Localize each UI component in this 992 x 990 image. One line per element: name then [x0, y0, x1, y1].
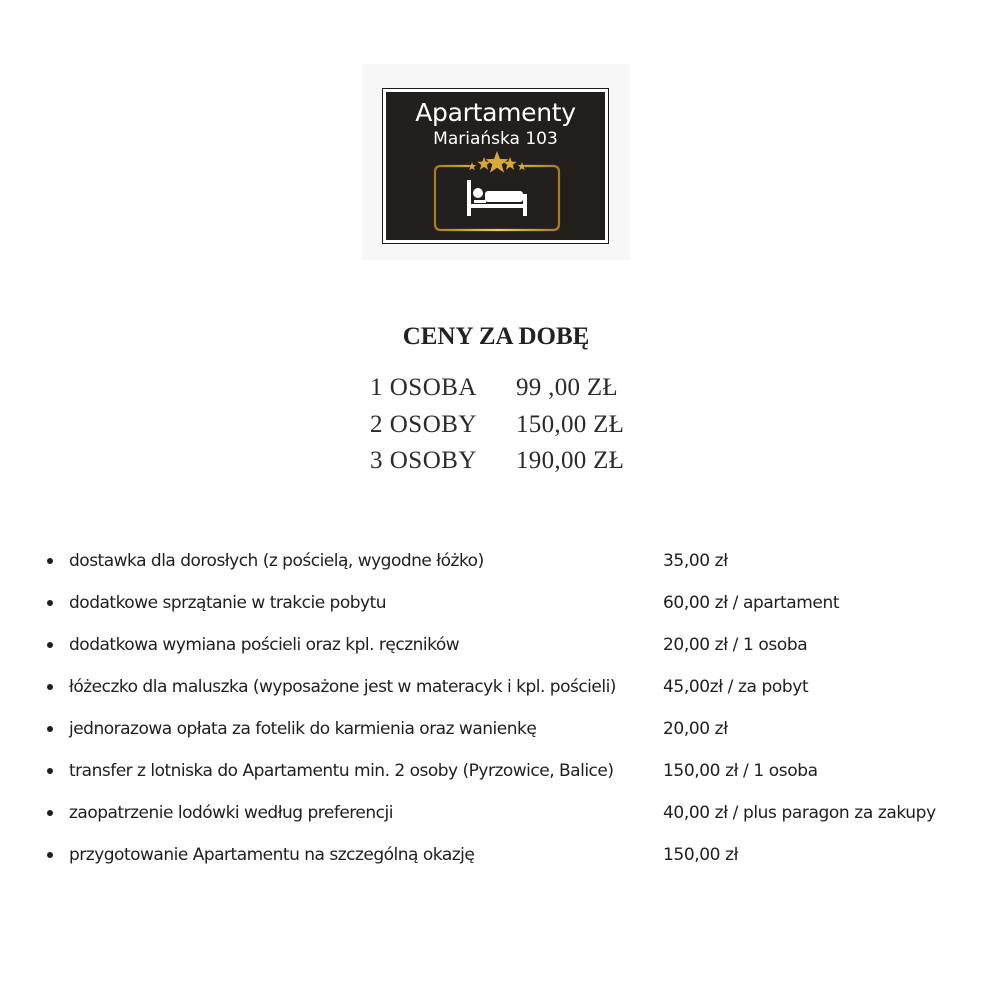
list-item — [0, 588, 992, 618]
extra-description: transfer z lotniska do Apartamentu min. 2 osoby (Pyrzowice, Balice) — [69, 761, 614, 781]
bed-icon — [433, 164, 561, 232]
extra-price: 150,00 zł — [663, 845, 739, 865]
extra-description: dostawka dla dorosłych (z pościelą, wygodne łóżko) — [69, 551, 484, 571]
bullet-icon — [47, 600, 53, 606]
logo-frame — [382, 88, 609, 244]
extra-price: 20,00 zł / 1 osoba — [663, 635, 808, 655]
price-amount: 99 ,00 ZŁ — [516, 374, 618, 401]
bullet-icon — [47, 810, 53, 816]
price-amount: 150,00 ZŁ — [516, 411, 625, 438]
list-item — [0, 630, 992, 660]
bullet-icon — [47, 558, 53, 564]
extra-price: 150,00 zł / 1 osoba — [663, 761, 818, 781]
price-row — [0, 411, 992, 447]
list-item — [0, 798, 992, 828]
bullet-icon — [47, 684, 53, 690]
price-persons: 2 OSOBY — [370, 411, 477, 438]
list-item — [0, 840, 992, 870]
logo-subtitle: Mariańska 103 — [433, 129, 558, 149]
bullet-icon — [47, 768, 53, 774]
extra-price: 45,00zł / za pobyt — [663, 677, 809, 697]
list-item — [0, 756, 992, 786]
list-item — [0, 546, 992, 576]
extra-price: 60,00 zł / apartament — [663, 593, 840, 613]
price-persons: 3 OSOBY — [370, 447, 477, 474]
list-item — [0, 714, 992, 744]
logo — [362, 64, 630, 260]
logo-panel — [386, 92, 605, 240]
extra-price: 20,00 zł — [663, 719, 728, 739]
bullet-icon — [47, 642, 53, 648]
extra-description: zaopatrzenie lodówki według preferencji — [69, 803, 393, 823]
price-heading: CENY ZA DOBĘ — [402, 323, 590, 350]
bullet-icon — [47, 726, 53, 732]
extra-description: łóżeczko dla maluszka (wyposażone jest w materacyk i kpl. pościeli) — [69, 677, 616, 697]
price-row — [0, 374, 992, 410]
extra-price: 35,00 zł — [663, 551, 728, 571]
extra-description: przygotowanie Apartamentu na szczególną okazję — [69, 845, 475, 865]
logo-title: Apartamenty — [415, 98, 576, 127]
price-persons: 1 OSOBA — [370, 374, 477, 401]
extra-description: dodatkowa wymiana pościeli oraz kpl. ręczników — [69, 635, 460, 655]
bullet-icon — [47, 852, 53, 858]
extra-description: dodatkowe sprzątanie w trakcie pobytu — [69, 593, 387, 613]
price-row — [0, 447, 992, 483]
list-item — [0, 672, 992, 702]
extra-price: 40,00 zł / plus paragon za zakupy — [663, 803, 936, 823]
price-amount: 190,00 ZŁ — [516, 447, 625, 474]
extra-description: jednorazowa opłata za fotelik do karmienia oraz wanienkę — [69, 719, 537, 739]
